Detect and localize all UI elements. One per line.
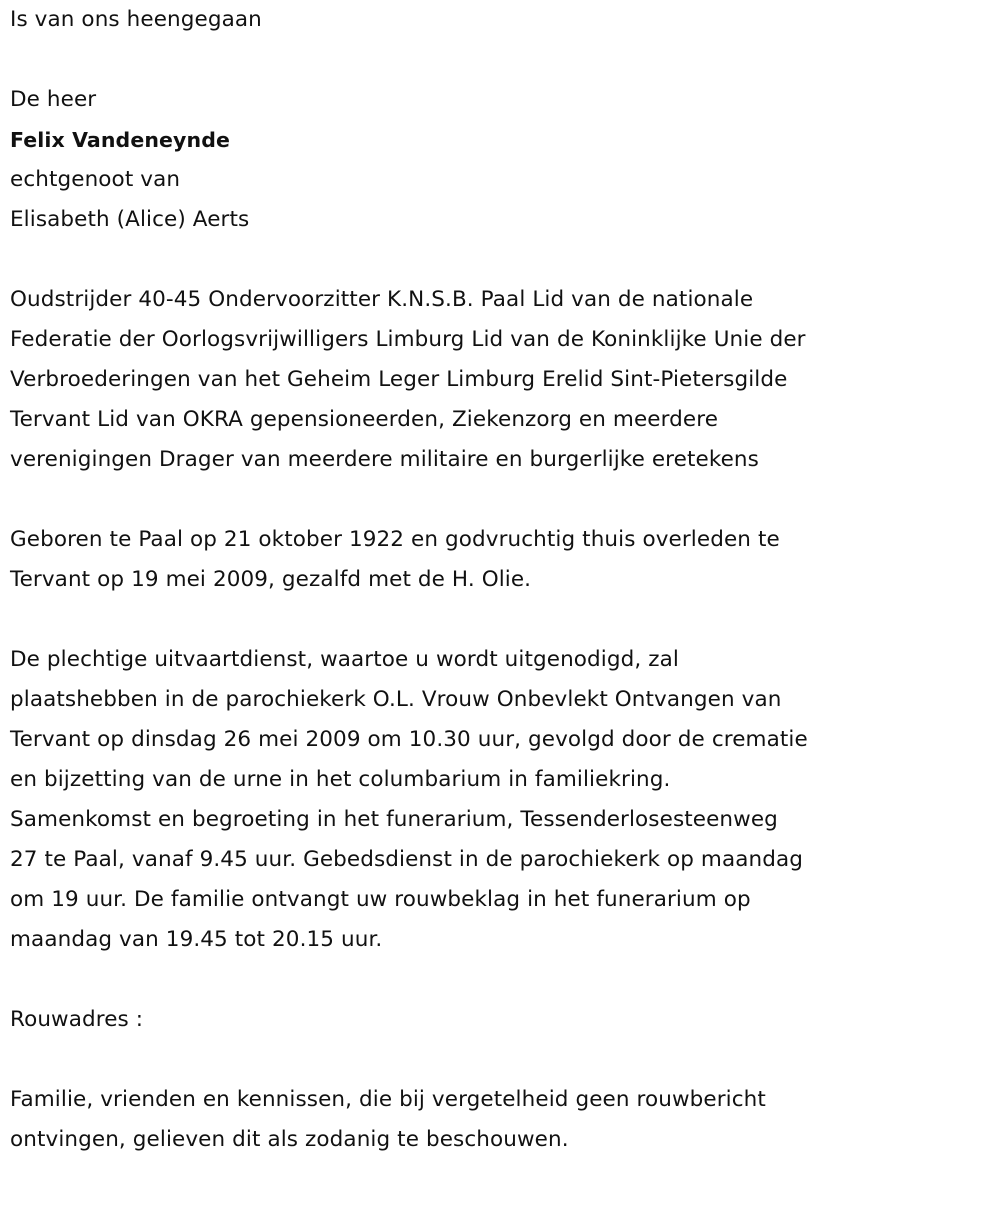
spacer-after-deceased xyxy=(10,240,992,280)
spacer-after-memberships xyxy=(10,480,992,520)
service-line: De plechtige uitvaartdienst, waartoe u wordt uitgenodigd, zal xyxy=(10,647,679,672)
spacer-after-opening xyxy=(10,40,992,80)
life-dates-section xyxy=(10,520,992,600)
spacer-after-service xyxy=(10,960,992,1000)
life-dates-line: Geboren te Paal op 21 oktober 1922 en godvruchtig thuis overleden te xyxy=(10,527,780,552)
deceased-name: Felix Vandeneynde xyxy=(10,128,230,152)
spouse-relation: echtgenoot van xyxy=(10,167,181,192)
service-line: maandag van 19.45 tot 20.15 uur. xyxy=(10,927,383,952)
spouse-name: Elisabeth (Alice) Aerts xyxy=(10,207,250,232)
service-section xyxy=(10,640,992,960)
service-line: Samenkomst en begroeting in het funerarium, Tessenderlosesteenweg xyxy=(10,807,778,832)
memberships-line: Federatie der Oorlogsvrijwilligers Limburg Lid van de Koninklijke Unie der xyxy=(10,327,806,352)
mourning-address-section xyxy=(10,1000,992,1040)
service-line: Tervant op dinsdag 26 mei 2009 om 10.30 uur, gevolgd door de crematie xyxy=(10,727,808,752)
memberships-line: Verbroederingen van het Geheim Leger Limburg Erelid Sint-Pietersgilde xyxy=(10,367,788,392)
closing-line: ontvingen, gelieven dit als zodanig te beschouwen. xyxy=(10,1127,569,1152)
memberships-line: verenigingen Drager van meerdere militaire en burgerlijke eretekens xyxy=(10,447,759,472)
deceased-title: De heer xyxy=(10,87,97,112)
opening-line: Is van ons heengegaan xyxy=(10,7,262,32)
memberships-line: Oudstrijder 40-45 Ondervoorzitter K.N.S.B. Paal Lid van de nationale xyxy=(10,287,754,312)
life-dates-line: Tervant op 19 mei 2009, gezalfd met de H. Olie. xyxy=(10,567,532,592)
spacer-after-life-dates xyxy=(10,600,992,640)
service-line: 27 te Paal, vanaf 9.45 uur. Gebedsdienst in de parochiekerk op maandag xyxy=(10,847,804,872)
mourning-address-label: Rouwadres : xyxy=(10,1007,144,1032)
service-line: en bijzetting van de urne in het columbarium in familiekring. xyxy=(10,767,671,792)
service-line: plaatshebben in de parochiekerk O.L. Vrouw Onbevlekt Ontvangen van xyxy=(10,687,782,712)
memberships-line: Tervant Lid van OKRA gepensioneerden, Ziekenzorg en meerdere xyxy=(10,407,719,432)
opening-section xyxy=(10,0,992,40)
spacer-after-mourning-address xyxy=(10,1040,992,1080)
closing-line: Familie, vrienden en kennissen, die bij vergetelheid geen rouwbericht xyxy=(10,1087,766,1112)
service-line: om 19 uur. De familie ontvangt uw rouwbeklag in het funerarium op xyxy=(10,887,751,912)
memberships-section xyxy=(10,280,992,480)
closing-section xyxy=(10,1080,992,1160)
deceased-section xyxy=(10,80,992,240)
